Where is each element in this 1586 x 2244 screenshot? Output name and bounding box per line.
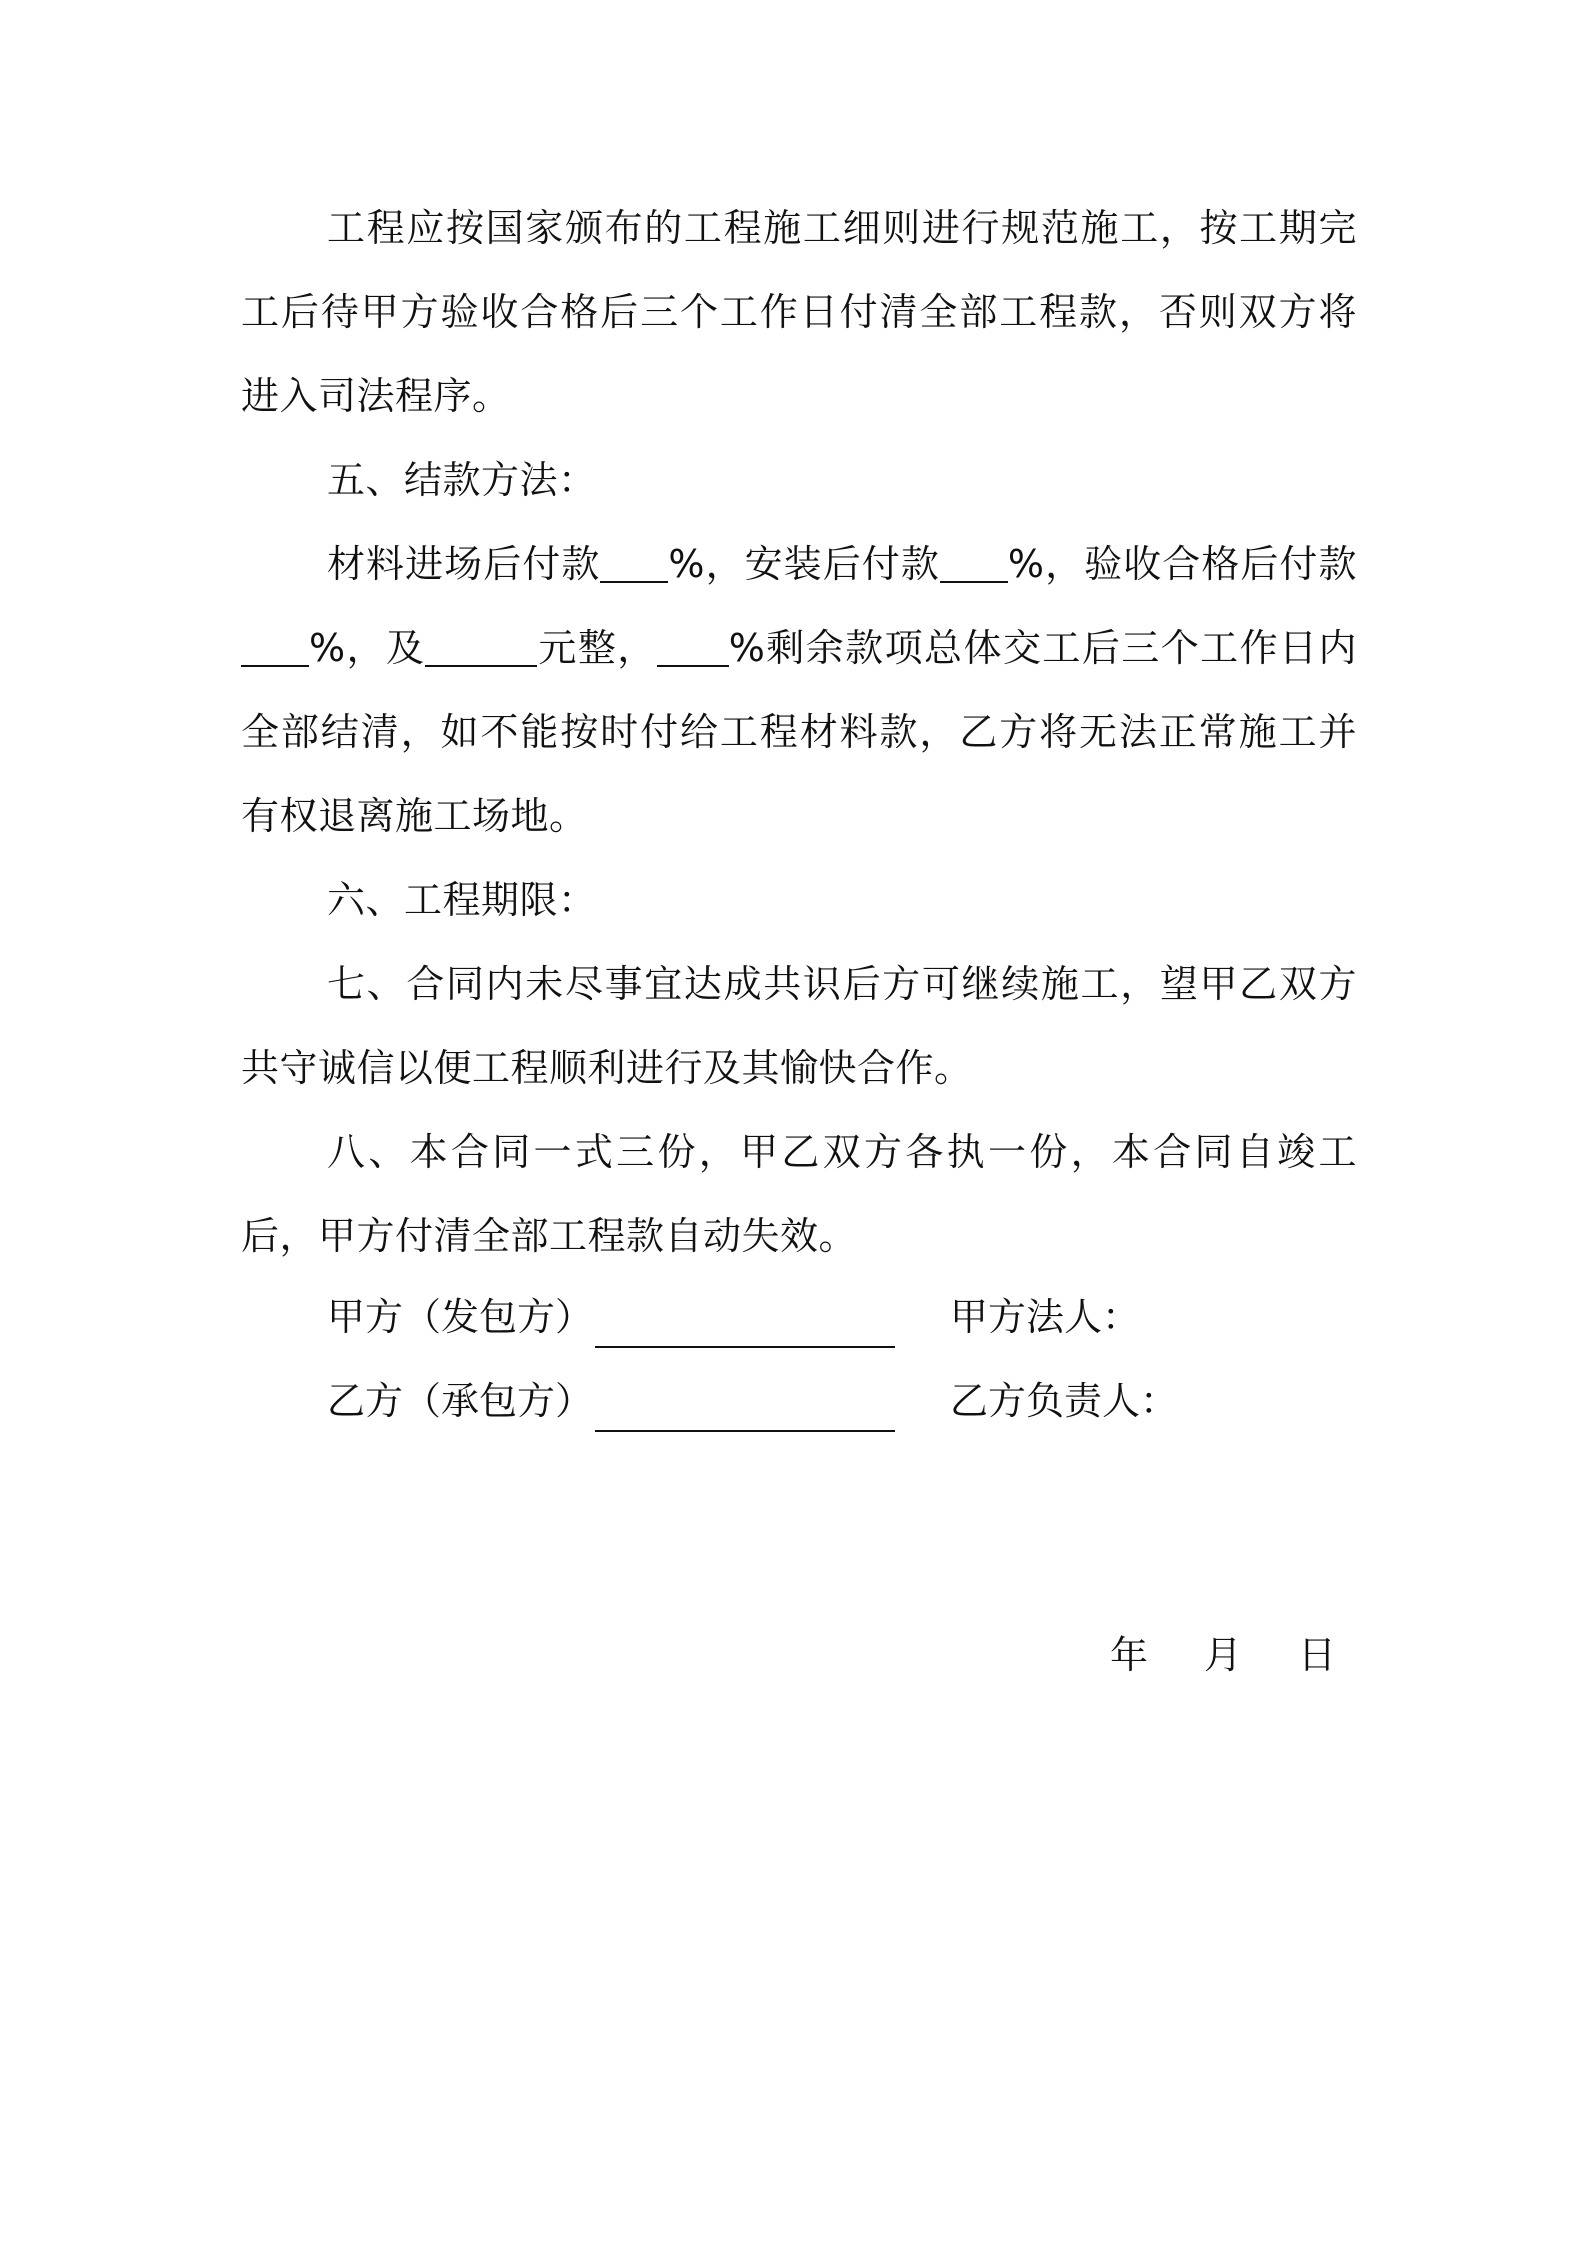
- section5-title: 五、结款方法：: [327, 458, 597, 502]
- section7-paragraph: 七、合同内未尽事宜达成共识后方可继续施工，望甲乙双方共守诚信以便工程顺利进行及其愉快合作。: [241, 962, 1357, 1090]
- section6-title: 六、工程期限：: [327, 878, 597, 922]
- payment-text-5: 元整，: [537, 626, 657, 670]
- blank-material-percent: [600, 543, 668, 583]
- date-day: 日: [1298, 1633, 1337, 1677]
- blank-remaining-percent: [657, 627, 729, 667]
- blank-amount: [425, 627, 537, 667]
- payment-text-1: 材料进场后付款: [327, 542, 601, 586]
- party-b-label: 乙方（承包方）: [327, 1379, 594, 1423]
- party-b-signature-line: [595, 1430, 895, 1432]
- section8-paragraph: 八、本合同一式三份，甲乙双方各执一份，本合同自竣工后，甲方付清全部工程款自动失效。: [241, 1130, 1357, 1258]
- signature-row-party-b: [327, 1376, 1357, 1436]
- date-year: 年: [1110, 1633, 1149, 1677]
- payment-text-3: %，验收合格后付款: [1007, 542, 1357, 586]
- payment-text-6: %剩余款项总体交工后三个工作日内全部结清，如不能按时付给工程材料款，乙方将无法正常施工并有权退离施工场地。: [241, 626, 1358, 838]
- blank-acceptance-percent: [241, 627, 309, 667]
- payment-text-4: %，及: [309, 626, 426, 670]
- party-a-label: 甲方（发包方）: [327, 1295, 594, 1339]
- payment-paragraph: [241, 522, 1357, 858]
- party-a-signature-line: [595, 1346, 895, 1348]
- paragraph-construction: 工程应按国家颁布的工程施工细则进行规范施工，按工期完工后待甲方验收合格后三个工作日付清全部工程款，否则双方将进入司法程序。: [241, 206, 1357, 418]
- payment-text-2: %，安装后付款: [668, 542, 940, 586]
- signature-row-party-a: [327, 1292, 1357, 1352]
- party-a-legal-person-label: 甲方法人：: [950, 1295, 1141, 1339]
- date-month: 月: [1204, 1633, 1243, 1677]
- party-b-responsible-label: 乙方负责人：: [950, 1379, 1179, 1423]
- blank-install-percent: [940, 543, 1008, 583]
